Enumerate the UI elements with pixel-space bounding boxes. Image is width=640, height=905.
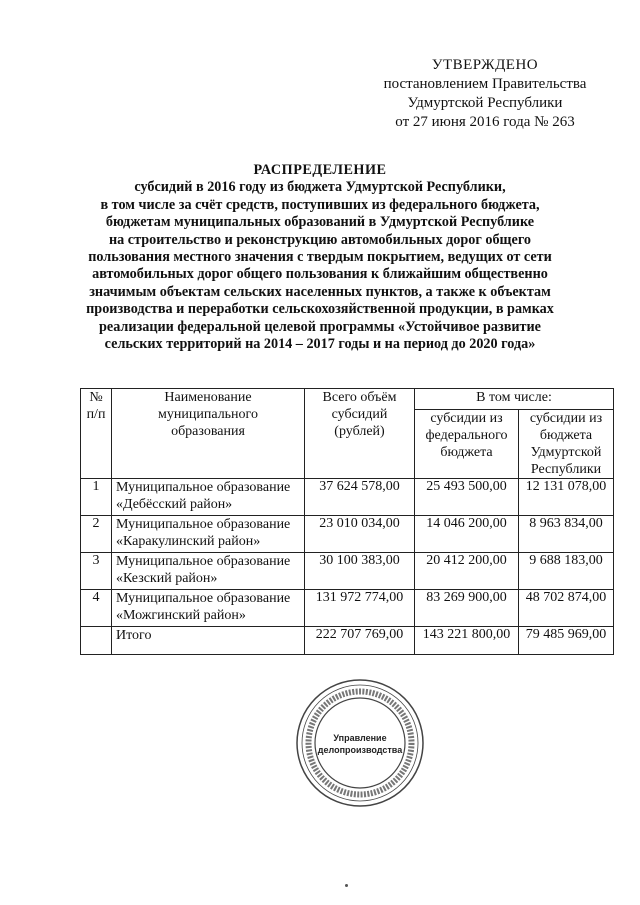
row-name-text: «Каракулинский район»: [116, 534, 261, 549]
row-name-text: «Кезский район»: [116, 571, 218, 586]
header-including: В том числе:: [415, 389, 614, 410]
row-federal: 20 412 200,00: [415, 553, 519, 590]
row-regional: 8 963 834,00: [519, 516, 614, 553]
total-regional: 79 485 969,00: [519, 627, 614, 655]
header-text: субсидии из: [529, 411, 603, 426]
header-text: Республики: [530, 462, 602, 477]
approval-heading: УТВЕРЖДЕНО: [431, 57, 539, 73]
header-text: (рублей): [334, 424, 385, 439]
title-line: на строительство и реконструкцию автомобильных дорог общего: [108, 231, 531, 248]
approval-line: постановлением Правительства: [383, 76, 587, 92]
header-num: [81, 389, 112, 479]
row-name-text: Муниципальное образование: [116, 554, 291, 569]
header-text: образования: [171, 424, 245, 439]
row-total: 23 010 034,00: [305, 516, 415, 553]
row-total: 37 624 578,00: [305, 479, 415, 516]
total-num-empty: [81, 627, 112, 655]
title-line: в том числе за счёт средств, поступивших из федерального бюджета,: [100, 196, 540, 213]
total-federal: 143 221 800,00: [415, 627, 519, 655]
header-name: [112, 389, 305, 479]
row-total: 131 972 774,00: [305, 590, 415, 627]
title-main: РАСПРЕДЕЛЕНИЕ: [253, 162, 387, 178]
table-row: [81, 553, 614, 590]
table-row: [81, 590, 614, 627]
row-name: [112, 516, 305, 553]
header-text: п/п: [86, 407, 106, 422]
total-total: 222 707 769,00: [305, 627, 415, 655]
header-text: Всего объём: [322, 390, 397, 405]
total-row: [81, 627, 614, 655]
header-text: субсидий: [331, 407, 388, 422]
row-regional: 48 702 874,00: [519, 590, 614, 627]
stamp-line-1: Управление: [333, 733, 387, 743]
row-name-text: Муниципальное образование: [116, 591, 291, 606]
row-num: 2: [81, 516, 112, 553]
stamp-line-2: делопроизводства: [317, 745, 403, 755]
approval-date-line: от 27 июня 2016 года № 263: [395, 114, 575, 130]
header-text: субсидии из: [430, 411, 503, 426]
title-line: производства и переработки сельскохозяйственной продукции, в рамках: [86, 301, 554, 318]
row-regional: 9 688 183,00: [519, 553, 614, 590]
approval-block: [360, 56, 610, 132]
row-num: 4: [81, 590, 112, 627]
header-text: муниципального: [158, 407, 258, 422]
title-line: сельских территорий на 2014 – 2017 годы и на период до 2020 года»: [104, 336, 536, 353]
header-regional: [519, 410, 614, 479]
row-total: 30 100 383,00: [305, 553, 415, 590]
row-federal: 83 269 900,00: [415, 590, 519, 627]
row-name-text: «Можгинский район»: [116, 608, 246, 623]
title-line: значимым объектам сельских населенных пунктов, а также к объектам: [89, 283, 551, 300]
table-row: [81, 516, 614, 553]
title-line: автомобильных дорог общего пользования к ближайшим общественно: [92, 266, 548, 283]
row-num: 3: [81, 553, 112, 590]
header-federal: [415, 410, 519, 479]
header-text: бюджета: [440, 445, 493, 460]
row-regional: 12 131 078,00: [519, 479, 614, 516]
row-name-text: «Дебёсский район»: [116, 497, 233, 512]
approval-line: Удмуртской Республики: [407, 95, 563, 111]
title-line: реализации федеральной целевой программы «Устойчивое развитие: [99, 318, 541, 335]
scan-dot: [345, 884, 348, 887]
row-name-text: Муниципальное образование: [116, 480, 291, 495]
total-label: Итого: [112, 627, 305, 655]
row-name: [112, 553, 305, 590]
header-text: бюджета: [539, 428, 593, 443]
row-federal: 25 493 500,00: [415, 479, 519, 516]
row-name: [112, 479, 305, 516]
title-line: пользования местного значения с твердым покрытием, ведущих от сети: [88, 249, 552, 266]
office-stamp: [295, 678, 425, 808]
row-num: 1: [81, 479, 112, 516]
row-name-text: Муниципальное образование: [116, 517, 291, 532]
title-line: субсидий в 2016 году из бюджета Удмуртской Республики,: [134, 179, 506, 196]
header-total: [305, 389, 415, 479]
header-text: №: [89, 390, 103, 405]
row-name: [112, 590, 305, 627]
table-row: [81, 479, 614, 516]
document-title: [30, 162, 610, 353]
header-text: Наименование: [164, 390, 252, 405]
header-text: федерального: [425, 428, 508, 443]
title-line: бюджетам муниципальных образований в Удмуртской Республике: [105, 214, 535, 231]
header-text: Удмуртской: [530, 445, 602, 460]
row-federal: 14 046 200,00: [415, 516, 519, 553]
distribution-table: [80, 388, 614, 655]
